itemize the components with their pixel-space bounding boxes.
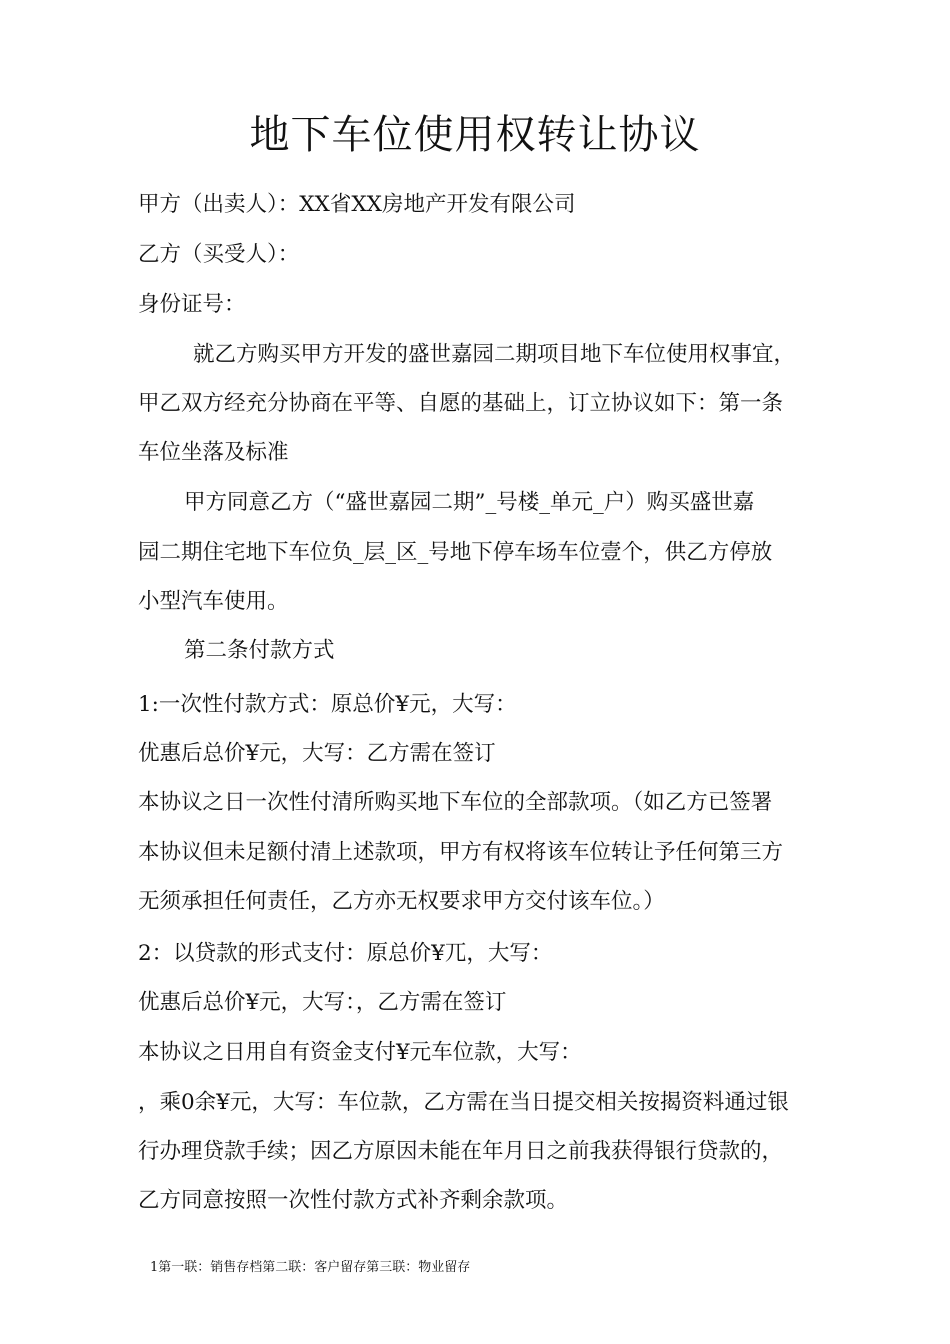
paragraph-line: 1:一次性付款方式：原总价¥元，大写： xyxy=(138,692,517,717)
paragraph-line: 本协议之日用自有资金支付¥元车位款，大写： xyxy=(138,1040,582,1065)
paragraph-line: 车位坐落及标准 xyxy=(138,440,289,465)
paragraph-line: 甲乙双方经充分协商在平等、自愿的基础上，订立协议如下：第一条 xyxy=(138,391,784,416)
page-footer: 1第一联：销售存档第二联：客户留存第三联：物业留存 xyxy=(150,1260,471,1275)
party-b-line: 乙方（买受人）： xyxy=(138,242,300,267)
paragraph-line: 乙方同意按照一次性付款方式补齐剩余款项。 xyxy=(138,1188,569,1213)
paragraph-line: 本协议但未足额付清上述款项，甲方有权将该车位转让予任何第三方 xyxy=(138,840,784,865)
paragraph-line: 优惠后总价¥元，大写：乙方需在签订 xyxy=(138,741,496,766)
document-title: 地下车位使用权转让协议 xyxy=(249,112,701,158)
section-heading: 第二条付款方式 xyxy=(184,638,335,663)
paragraph-line: 小型汽车使用。 xyxy=(138,589,289,614)
paragraph-line: 本协议之日一次性付清所购买地下车位的全部款项。（如乙方已签署 xyxy=(138,790,773,815)
paragraph-line: 就乙方购买甲方开发的盛世嘉园二期项目地下车位使用权事宜， xyxy=(193,342,796,367)
paragraph-line: 优惠后总价¥元，大写：，乙方需在签订 xyxy=(138,990,507,1015)
paragraph-line: 甲方同意乙方（“盛世嘉园二期”_号楼_单元_户）购买盛世嘉 xyxy=(184,490,755,515)
id-number-line: 身份证号： xyxy=(138,292,246,317)
paragraph-line: 2：以贷款的形式支付：原总价¥兀，大写： xyxy=(138,941,553,966)
paragraph-line: 行办理贷款手续；因乙方原因未能在年月日之前我获得银行贷款的， xyxy=(138,1139,784,1164)
party-a-line: 甲方（出卖人）：XX省XX房地产开发有限公司 xyxy=(138,192,576,217)
paragraph-line: 无须承担任何责任，乙方亦无权要求甲方交付该车位。） xyxy=(138,889,665,914)
paragraph-line: 园二期住宅地下车位负_层_区_号地下停车场车位壹个，供乙方停放 xyxy=(138,540,773,565)
paragraph-line: ，乘0余¥元，大写：车位款，乙方需在当日提交相关按揭资料通过银 xyxy=(138,1090,789,1115)
